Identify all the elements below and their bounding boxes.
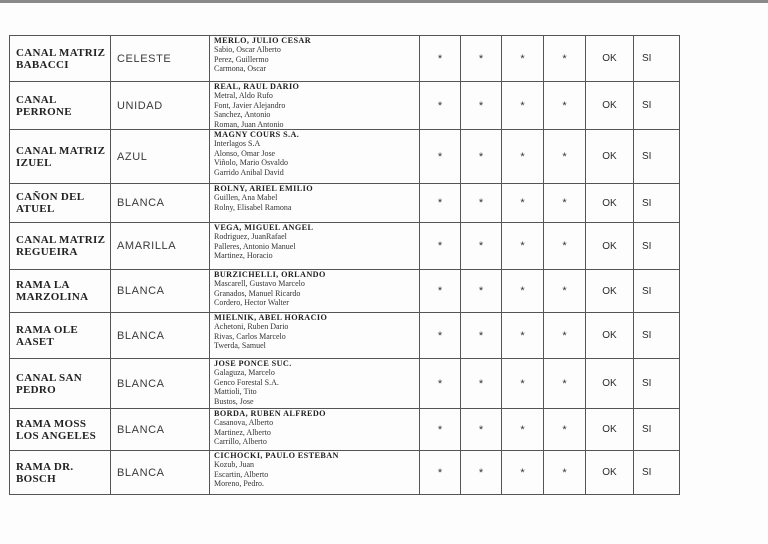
persona-name: Font, Javier Alejandro — [214, 100, 286, 110]
personas-list — [210, 36, 420, 82]
personas-list — [210, 409, 420, 451]
persona-name: Bustos, Jose — [214, 396, 254, 406]
persona-name: Carmona, Oscar — [214, 64, 266, 74]
canal-color: BLANCA — [111, 184, 210, 223]
asterisk-mark: * — [461, 313, 502, 359]
asterisk-mark: * — [461, 223, 502, 270]
asterisk-mark: * — [420, 130, 461, 184]
personas-list — [210, 359, 420, 409]
asterisk-mark: * — [420, 313, 461, 359]
canal-name: CANAL MATRIZ REGUEIRA — [10, 223, 111, 270]
persona-name: Achetoni, Ruben Dario — [214, 322, 289, 332]
persona-name: Twerda, Samuel — [214, 341, 266, 351]
titular-name: VEGA, MIGUEL ANGEL — [214, 223, 314, 233]
persona-name: Granados, Manuel Ricardo — [214, 288, 301, 298]
titular-name: MIELNIK, ABEL HORACIO — [214, 313, 328, 323]
asterisk-mark: * — [420, 223, 461, 270]
si-status: SI — [634, 270, 680, 313]
ok-status: OK — [586, 359, 634, 409]
asterisk-mark: * — [502, 313, 544, 359]
persona-name: Galaguza, Marcelo — [214, 368, 275, 378]
asterisk-mark: * — [502, 82, 544, 130]
ok-status: OK — [586, 130, 634, 184]
persona-name: Alonso, Omar Jose — [214, 148, 276, 158]
asterisk-mark: * — [502, 184, 544, 223]
persona-name: Sabio, Oscar Alberto — [214, 45, 281, 55]
si-status: SI — [634, 36, 680, 82]
asterisk-mark: * — [420, 270, 461, 313]
persona-name: Rodriguez, JuanRafael — [214, 232, 287, 242]
titular-name: CICHOCKI, PAULO ESTEBAN — [214, 451, 339, 461]
asterisk-mark: * — [420, 409, 461, 451]
asterisk-mark: * — [502, 451, 544, 495]
canal-color: UNIDAD — [111, 82, 210, 130]
personas-list — [210, 184, 420, 223]
persona-name: Garrido Anibal David — [214, 167, 284, 177]
canales-table — [9, 35, 680, 495]
ok-status: OK — [586, 184, 634, 223]
personas-list — [210, 130, 420, 184]
persona-name: Rolny, Elisabel Ramona — [214, 202, 292, 212]
asterisk-mark: * — [544, 409, 586, 451]
si-status: SI — [634, 451, 680, 495]
persona-name: Cordero, Hector Walter — [214, 298, 289, 308]
persona-name: Perez, Guillermo — [214, 54, 269, 64]
table-body — [10, 36, 680, 495]
canal-color: BLANCA — [111, 359, 210, 409]
asterisk-mark: * — [544, 184, 586, 223]
asterisk-mark: * — [420, 82, 461, 130]
asterisk-mark: * — [502, 223, 544, 270]
persona-name: Casanova, Alberto — [214, 418, 274, 428]
persona-name: Palleres, Antonio Manuel — [214, 241, 296, 251]
table-row — [10, 359, 680, 409]
canal-name: CAÑON DEL ATUEL — [10, 184, 111, 223]
canal-name: CANAL MATRIZ BABACCI — [10, 36, 111, 82]
asterisk-mark: * — [420, 359, 461, 409]
asterisk-mark: * — [420, 451, 461, 495]
ok-status: OK — [586, 451, 634, 495]
canal-name: CANAL SAN PEDRO — [10, 359, 111, 409]
table-row — [10, 409, 680, 451]
canal-name: RAMA DR. BOSCH — [10, 451, 111, 495]
asterisk-mark: * — [544, 223, 586, 270]
table-row — [10, 313, 680, 359]
titular-name: REAL, RAUL DARIO — [214, 82, 300, 91]
asterisk-mark: * — [420, 184, 461, 223]
persona-name: Genco Forestal S.A. — [214, 377, 279, 387]
personas-list — [210, 82, 420, 130]
table-row — [10, 82, 680, 130]
asterisk-mark: * — [544, 36, 586, 82]
si-status: SI — [634, 359, 680, 409]
table-row — [10, 130, 680, 184]
asterisk-mark: * — [544, 313, 586, 359]
si-status: SI — [634, 184, 680, 223]
si-status: SI — [634, 82, 680, 130]
canal-name: RAMA OLE AASET — [10, 313, 111, 359]
persona-name: Carrillo, Alberto — [214, 437, 267, 447]
titular-name: ROLNY, ARIEL EMILIO — [214, 184, 313, 194]
canal-name: CANAL PERRONE — [10, 82, 111, 130]
page-top-border — [0, 0, 768, 3]
asterisk-mark: * — [461, 130, 502, 184]
ok-status: OK — [586, 36, 634, 82]
asterisk-mark: * — [461, 359, 502, 409]
ok-status: OK — [586, 270, 634, 313]
asterisk-mark: * — [544, 451, 586, 495]
table-row — [10, 36, 680, 82]
persona-name: Sanchez, Antonio — [214, 110, 271, 120]
asterisk-mark: * — [544, 359, 586, 409]
table-row — [10, 184, 680, 223]
personas-list — [210, 223, 420, 270]
persona-name: Martinez, Alberto — [214, 427, 271, 437]
persona-name: Mascarell, Gustavo Marcelo — [214, 279, 305, 289]
titular-name: MERLO, JULIO CESAR — [214, 36, 312, 45]
canal-color: CELESTE — [111, 36, 210, 82]
titular-name: BORDA, RUBEN ALFREDO — [214, 409, 326, 419]
canal-color: BLANCA — [111, 313, 210, 359]
persona-name: Mattioli, Tito — [214, 387, 257, 397]
persona-name: Moreno, Pedro. — [214, 479, 264, 489]
persona-name: Metral, Aldo Rufo — [214, 91, 273, 101]
asterisk-mark: * — [461, 36, 502, 82]
persona-name: Viñolo, Mario Osvaldo — [214, 158, 288, 168]
persona-name: Martinez, Horacio — [214, 251, 273, 261]
persona-name: Kozub, Juan — [214, 460, 254, 470]
canal-color: BLANCA — [111, 270, 210, 313]
asterisk-mark: * — [461, 82, 502, 130]
asterisk-mark: * — [502, 409, 544, 451]
personas-list — [210, 270, 420, 313]
canal-name: RAMA MOSS LOS ANGELES — [10, 409, 111, 451]
titular-name: JOSE PONCE SUC. — [214, 359, 292, 369]
si-status: SI — [634, 409, 680, 451]
asterisk-mark: * — [461, 451, 502, 495]
titular-name: BURZICHELLI, ORLANDO — [214, 270, 326, 280]
si-status: SI — [634, 130, 680, 184]
personas-list — [210, 451, 420, 495]
persona-name: Rivas, Carlos Marcelo — [214, 331, 286, 341]
canal-color: AZUL — [111, 130, 210, 184]
persona-name: Interlagos S.A — [214, 139, 261, 149]
table-row — [10, 223, 680, 270]
ok-status: OK — [586, 409, 634, 451]
table-row — [10, 451, 680, 495]
asterisk-mark: * — [544, 82, 586, 130]
ok-status: OK — [586, 313, 634, 359]
asterisk-mark: * — [502, 359, 544, 409]
ok-status: OK — [586, 223, 634, 270]
canal-color: BLANCA — [111, 409, 210, 451]
asterisk-mark: * — [461, 409, 502, 451]
persona-name: Guillen, Ana Mabel — [214, 193, 278, 203]
asterisk-mark: * — [544, 130, 586, 184]
persona-name: Roman, Juan Antonio — [214, 119, 284, 129]
persona-name: Escartin, Alberto — [214, 469, 269, 479]
asterisk-mark: * — [420, 36, 461, 82]
canal-color: BLANCA — [111, 451, 210, 495]
canal-name: RAMA LA MARZOLINA — [10, 270, 111, 313]
asterisk-mark: * — [461, 270, 502, 313]
canal-name: CANAL MATRIZ IZUEL — [10, 130, 111, 184]
titular-name: MAGNY COURS S.A. — [214, 130, 300, 140]
asterisk-mark: * — [502, 36, 544, 82]
si-status: SI — [634, 223, 680, 270]
ok-status: OK — [586, 82, 634, 130]
si-status: SI — [634, 313, 680, 359]
personas-list — [210, 313, 420, 359]
canal-color: AMARILLA — [111, 223, 210, 270]
table-row — [10, 270, 680, 313]
asterisk-mark: * — [502, 130, 544, 184]
asterisk-mark: * — [544, 270, 586, 313]
asterisk-mark: * — [502, 270, 544, 313]
asterisk-mark: * — [461, 184, 502, 223]
